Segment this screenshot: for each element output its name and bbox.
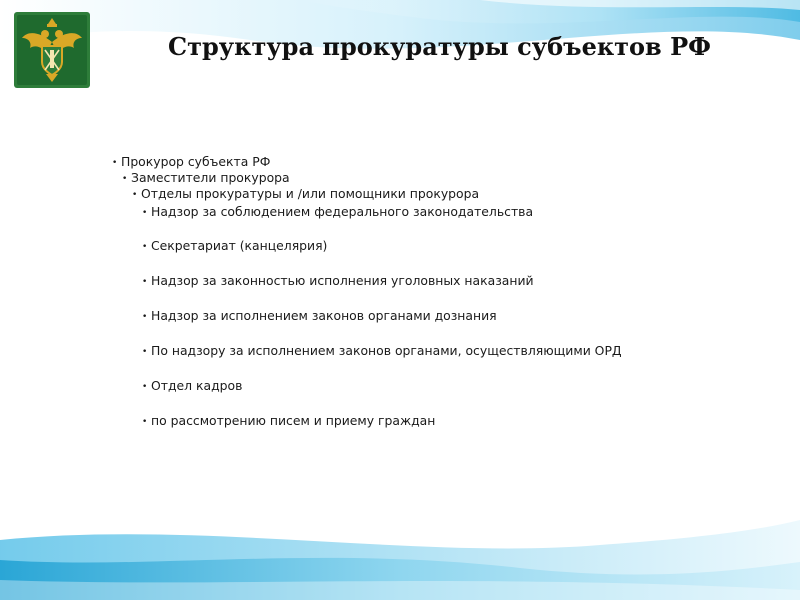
bottom-wave-decoration xyxy=(0,450,800,600)
bullet-icon: • xyxy=(142,277,148,287)
list-item-label: Заместители прокурора xyxy=(131,170,290,185)
list-item xyxy=(142,238,327,253)
list-item-label: Надзор за законностью исполнения уголовных наказаний xyxy=(151,273,534,288)
list-item-label: Секретариат (канцелярия) xyxy=(151,238,328,253)
list-item xyxy=(132,186,479,201)
list-item-label: Отдел кадров xyxy=(151,378,243,393)
bullet-icon: • xyxy=(142,208,148,218)
list-item xyxy=(142,308,497,323)
bullet-icon: • xyxy=(122,174,128,184)
list-item xyxy=(142,378,242,393)
bullet-icon: • xyxy=(142,242,148,252)
bullet-icon: • xyxy=(132,190,138,200)
bullet-icon: • xyxy=(142,312,148,322)
bullet-icon: • xyxy=(142,417,148,427)
bullet-icon: • xyxy=(142,347,148,357)
bullet-icon: • xyxy=(112,158,118,168)
list-item xyxy=(142,204,533,219)
bullet-icon: • xyxy=(142,382,148,392)
list-item-label: Надзор за соблюдением федерального законодательства xyxy=(151,204,534,219)
list-item xyxy=(112,154,270,169)
list-item-label: Отделы прокуратуры и /или помощники прокурора xyxy=(141,186,480,201)
list-item-label: По надзору за исполнением законов органами, осуществляющими ОРД xyxy=(151,343,622,358)
list-item-label: Прокурор субъекта РФ xyxy=(121,154,271,169)
list-item-label: Надзор за исполнением законов органами дознания xyxy=(151,308,497,323)
list-item xyxy=(142,273,534,288)
slide-title: Структура прокуратуры субъектов РФ xyxy=(168,32,711,61)
list-item xyxy=(142,413,435,428)
prosecutor-emblem-icon xyxy=(14,12,90,88)
list-item xyxy=(142,343,622,358)
list-item xyxy=(122,170,290,185)
list-item-label: по рассмотрению писем и приему граждан xyxy=(151,413,436,428)
